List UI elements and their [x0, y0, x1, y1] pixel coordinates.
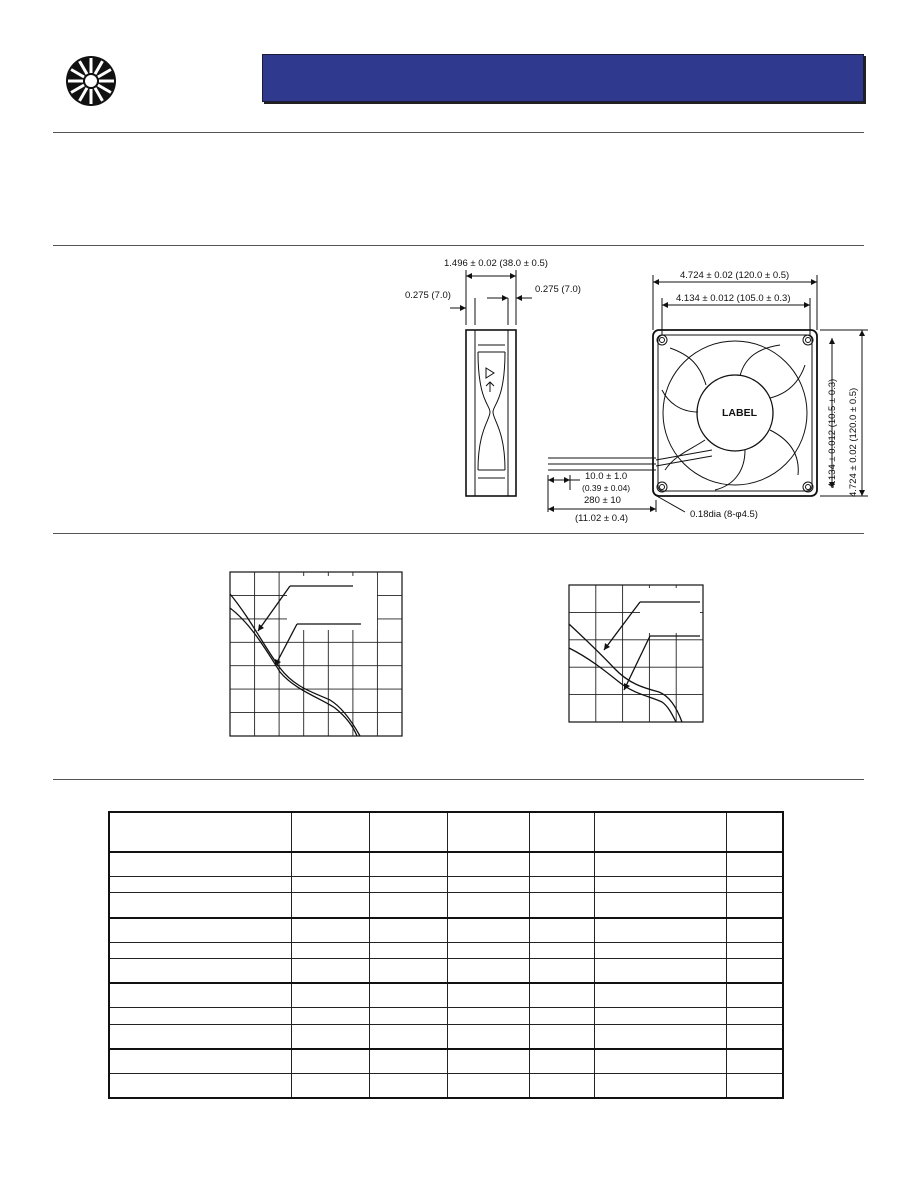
- overall-height-dimension: 4.724 ± 0.02 (120.0 ± 0.5): [848, 387, 859, 497]
- company-logo: [64, 54, 118, 108]
- table-row: [109, 959, 783, 984]
- table-row: [109, 918, 783, 943]
- divider: [53, 245, 864, 246]
- fan-logo-icon: [64, 54, 118, 108]
- hole-spacing-horizontal: 4.134 ± 0.012 (105.0 ± 0.3): [676, 293, 791, 304]
- depth-dimension: 1.496 ± 0.02 (38.0 ± 0.5): [444, 258, 548, 269]
- table-row: [109, 852, 783, 877]
- spec-table: [108, 811, 784, 1099]
- table-header-row: [109, 812, 783, 852]
- divider: [53, 779, 864, 780]
- table-row: [109, 1049, 783, 1074]
- strip-length-inches: (0.39 ± 0.04): [582, 483, 631, 493]
- table-row: [109, 1073, 783, 1098]
- table-row: [109, 877, 783, 893]
- table-row: [109, 1024, 783, 1049]
- mount-hole-dimension: 0.18dia (8-φ4.5): [690, 509, 758, 520]
- table-row: [109, 1008, 783, 1024]
- hole-spacing-vertical: 4.134 ± 0.012 (10.5 ± 0.3): [827, 378, 838, 488]
- label-area: LABEL: [722, 407, 757, 419]
- table-row: [109, 893, 783, 918]
- table-row: [109, 942, 783, 958]
- dimension-drawing: [390, 250, 890, 535]
- lead-length: 280 ± 10: [584, 495, 621, 506]
- left-flange-dimension: 0.275 (7.0): [405, 290, 451, 301]
- curve-chart-left: [225, 568, 410, 740]
- divider: [53, 132, 864, 133]
- curve-chart-right: [564, 580, 709, 725]
- right-flange-dimension: 0.275 (7.0): [535, 284, 581, 295]
- table-row: [109, 983, 783, 1008]
- lead-length-inches: (11.02 ± 0.4): [575, 513, 629, 524]
- strip-length: 10.0 ± 1.0: [585, 471, 628, 482]
- title-banner: [262, 54, 864, 102]
- overall-width-dimension: 4.724 ± 0.02 (120.0 ± 0.5): [680, 270, 790, 281]
